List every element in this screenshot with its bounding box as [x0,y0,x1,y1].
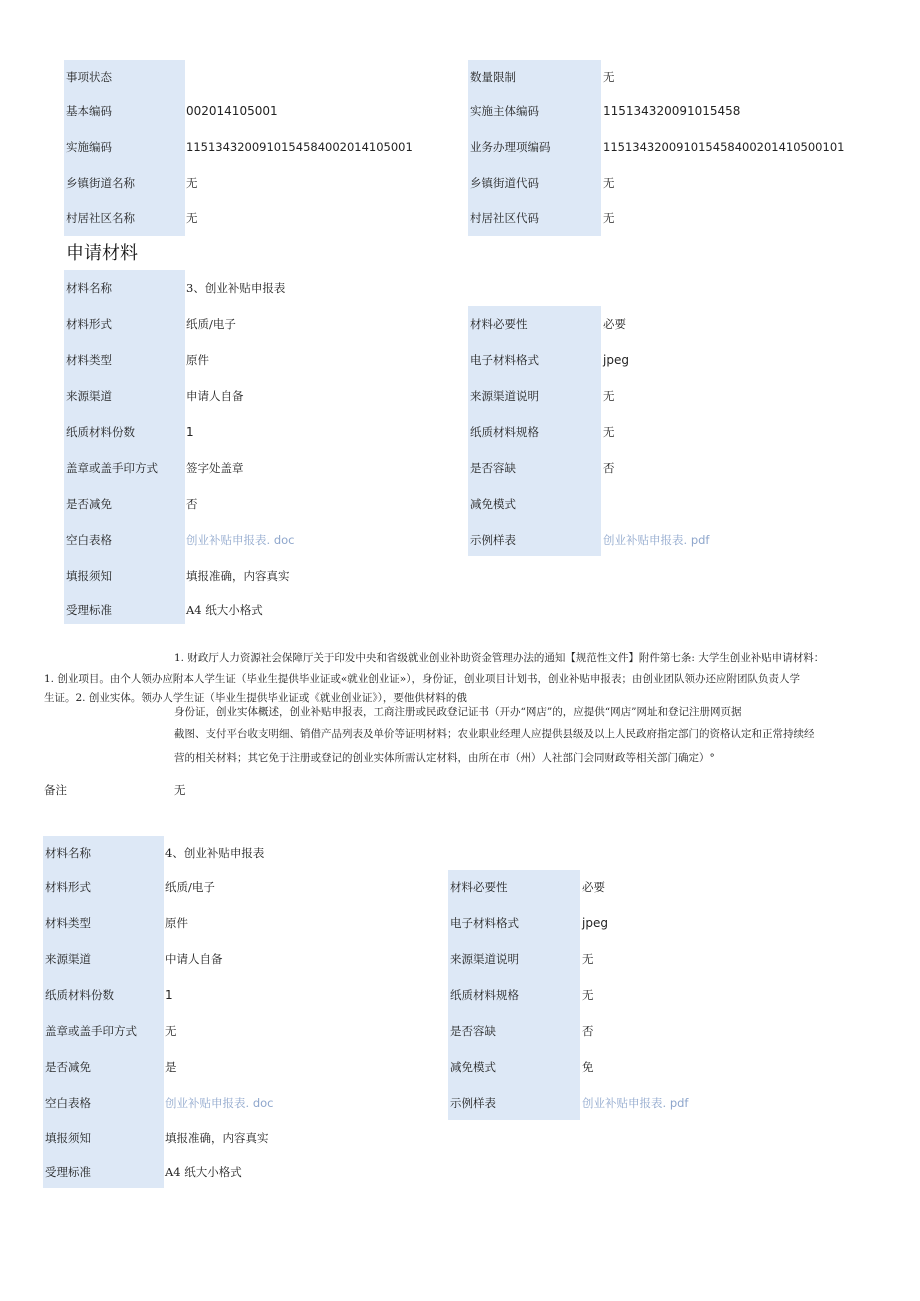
m4-name-label: 材料名称 [45,846,91,860]
basic-code-label: 基本编码 [66,104,112,118]
m4-format-label: 电子材料格式 [450,916,519,930]
m4-required-label: 材料必要性 [450,880,508,894]
m3-seal-label: 盖章或盖手印方式 [66,461,158,475]
basic-code-value: 002014105001 [186,104,278,118]
m3-spec-label: 纸质材料规格 [470,425,539,439]
m3-spec-value: 无 [603,425,615,439]
village-name-label: 村居社区名称 [66,211,135,225]
m3-type-value: 原件 [186,353,209,367]
m3-blank-form-link[interactable]: 创业补贴申报表. doc [186,533,295,547]
m3-seal-value: 签字处盖章 [186,461,244,475]
m3-source-value: 申请人自备 [186,389,244,403]
m4-tolerance-label: 是否容缺 [450,1024,496,1038]
village-code-value: 无 [603,211,615,225]
m4-source-value: 中请人自备 [165,952,223,966]
m4-spec-value: 无 [582,988,594,1002]
m3-standard-label: 受理标准 [66,603,112,617]
m3-form-value: 纸质/电子 [186,317,236,331]
m3-exempt-label: 是否减免 [66,497,112,511]
m3-name-label: 材料名称 [66,281,112,295]
m3-exempt-mode-label: 减免模式 [470,497,516,511]
impl-code-label: 实施编码 [66,140,112,154]
m4-form-value: 纸质/电子 [165,880,215,894]
m4-seal-value: 无 [165,1024,177,1038]
m3-sample-label: 示例样表 [470,533,516,547]
m4-seal-label: 盖章或盖手印方式 [45,1024,137,1038]
m4-notice-label: 填报须知 [45,1131,91,1145]
m3-source-desc-label: 来源渠道说明 [470,389,539,403]
m4-format-value: jpeg [582,916,608,930]
town-code-label: 乡镇街道代码 [470,176,539,190]
basis-line-5: 截图、支付平台收支明细、销借产品列表及单价等证明材料；农业职业经理人应提供县级及以上人民政府指定部门的资格认定和正常持续经 [174,728,815,740]
m3-copies-value: 1 [186,425,194,439]
status-label: 事项状态 [66,70,112,84]
m3-notice-label: 填报须知 [66,569,112,583]
m4-exempt-label: 是否减免 [45,1060,91,1074]
m4-exempt-mode-label: 减免模式 [450,1060,496,1074]
m4-sample-link[interactable]: 创业补贴申报表. pdf [582,1096,689,1110]
village-name-value: 无 [186,211,198,225]
subject-code-value: 115134320091015458 [603,104,741,118]
quantity-limit-label: 数量限制 [470,70,516,84]
m3-source-label: 来源渠道 [66,389,112,403]
basis-line-4: 身份证，创业实体概述，创业补贴申报表，工商注册或民政登记证书（开办“网店”的，应提供“网店”网址和登记注册网页据 [174,706,742,718]
m4-blank-form-link[interactable]: 创业补贴申报表. doc [165,1096,274,1110]
m4-form-label: 材料形式 [45,880,91,894]
m4-required-value: 必要 [582,880,605,894]
m3-form-label: 材料形式 [66,317,112,331]
basis-line-2: 1. 创业项目。由个人领办应附本人学生证（毕业生提供毕业证或«就业创业证»），身份证，创业项目计划书，创业补贴申报表；由创业团队领办还应附团队负责人学 [44,673,800,685]
m4-exempt-mode-value: 免 [582,1060,594,1074]
m4-copies-value: 1 [165,988,173,1002]
m3-tolerance-value: 否 [603,461,615,475]
town-name-label: 乡镇街道名称 [66,176,135,190]
m4-standard-label: 受理标准 [45,1165,91,1179]
m3-source-desc-value: 无 [603,389,615,403]
section-title: 申请材料 [66,243,138,264]
m3-copies-label: 纸质材料份数 [66,425,135,439]
m4-copies-label: 纸质材料份数 [45,988,114,1002]
m4-exempt-value: 是 [165,1060,177,1074]
m3-standard-value: A4 纸大小格式 [186,603,263,617]
m4-source-label: 来源渠道 [45,952,91,966]
m4-type-label: 材料类型 [45,916,91,930]
business-code-value: 115134320091015458400201410500101 [603,140,845,154]
town-name-value: 无 [186,176,198,190]
subject-code-label: 实施主体编码 [470,104,539,118]
m4-notice-value: 填报准确，内容真实 [165,1131,269,1145]
m3-tolerance-label: 是否容缺 [470,461,516,475]
m4-standard-value: A4 纸大小格式 [165,1165,242,1179]
m3-exempt-value: 否 [186,497,198,511]
m4-name-value: 4、创业补贴申报表 [165,846,265,860]
m3-type-label: 材料类型 [66,353,112,367]
basis-line-6: 营的相关材料；其它免于注册或登记的创业实体所需认定材料，由所在市（州）人社部门会同财政等相关部门确定）° [174,752,715,764]
m4-source-desc-value: 无 [582,952,594,966]
remark-value: 无 [174,783,186,797]
m3-name-value: 3、创业补贴申报表 [186,281,286,295]
m3-format-value: jpeg [603,353,629,367]
m4-sample-label: 示例样表 [450,1096,496,1110]
m3-sample-link[interactable]: 创业补贴申报表. pdf [603,533,710,547]
quantity-limit-value: 无 [603,70,615,84]
business-code-label: 业务办理项编码 [470,140,551,154]
m4-source-desc-label: 来源渠道说明 [450,952,519,966]
remark-label: 备注 [44,783,67,797]
m4-spec-label: 纸质材料规格 [450,988,519,1002]
basis-line-1: 1. 财政厅人力资源社会保障厅关于印发中央和省级就业创业补助资金管理办法的通知【规范性文件】附件第七条: 大学生创业补贴申请材料： [174,652,825,664]
m3-required-value: 必要 [603,317,626,331]
m3-notice-value: 填报准确，内容真实 [186,569,290,583]
impl-code-value: 11513432009101545840020141050​01 [186,140,413,154]
m4-tolerance-value: 否 [582,1024,594,1038]
m4-blank-form-label: 空白表格 [45,1096,91,1110]
town-code-value: 无 [603,176,615,190]
m4-type-value: 原件 [165,916,188,930]
village-code-label: 村居社区代码 [470,211,539,225]
m3-required-label: 材料必要性 [470,317,528,331]
basis-line-3: 生证。2. 创业实体。领办人学生证（毕业生提供毕业证或《就业创业证》），要他供材料的俄 [44,692,467,704]
m3-blank-form-label: 空白表格 [66,533,112,547]
m3-format-label: 电子材料格式 [470,353,539,367]
